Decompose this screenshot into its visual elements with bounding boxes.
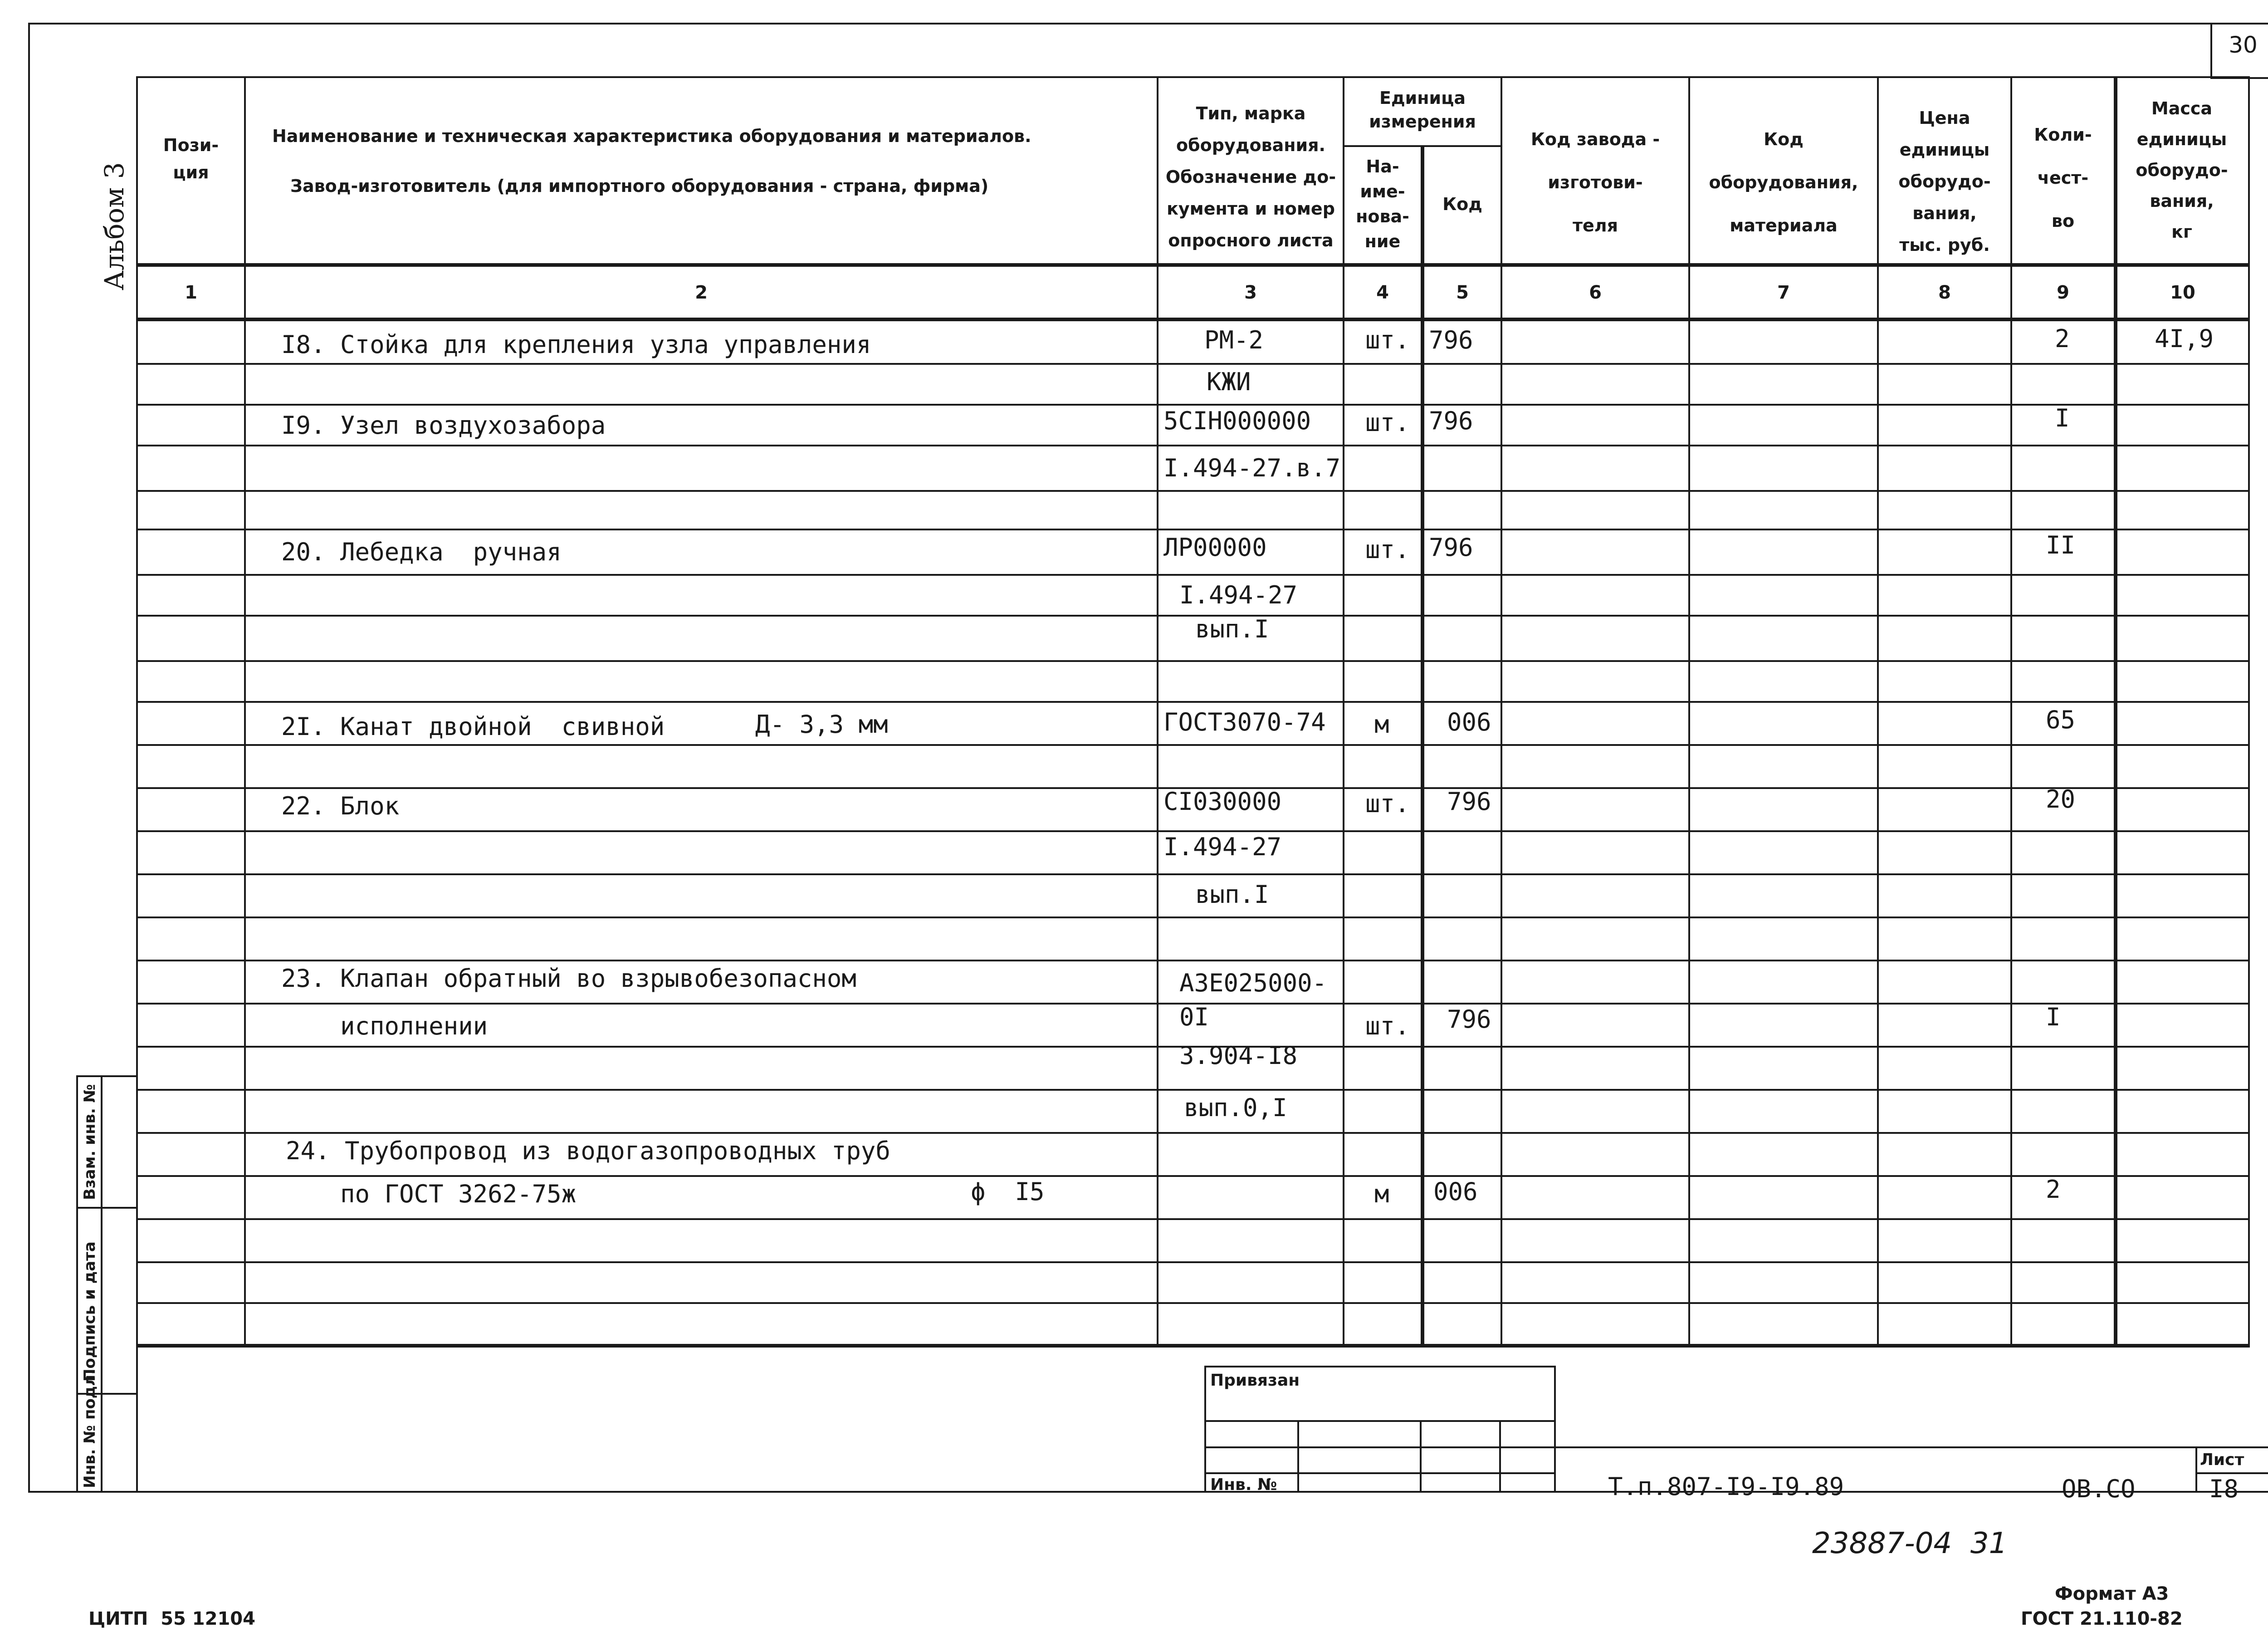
row-type: РМ-2 — [1204, 326, 1264, 354]
row-line — [136, 1132, 2250, 1134]
header-unit-group: Единица измерения — [1369, 88, 1476, 132]
row-unit: шт. — [1365, 535, 1410, 564]
colnum-6: 6 — [1589, 282, 1602, 303]
frame-left — [28, 23, 30, 1493]
row-name: I8. Стойка для крепления узла управления — [281, 330, 871, 359]
format-label: Формат А3 — [2055, 1583, 2169, 1604]
row-type: вып.I — [1195, 615, 1269, 643]
colnum-4: 4 — [1376, 282, 1389, 303]
row-type: I.494-27.в.7 — [1163, 454, 1341, 482]
row-qty: I — [2046, 1003, 2061, 1031]
colnum-8: 8 — [1938, 282, 1951, 303]
side-strip-top — [76, 1075, 138, 1077]
sheet-number: I8 — [2209, 1475, 2239, 1503]
row-line — [136, 744, 2250, 746]
row-code: 796 — [1429, 326, 1473, 354]
table-top — [136, 76, 2250, 78]
row-name: по ГОСТ 3262-75ж — [340, 1180, 577, 1208]
row-qty: 65 — [2046, 706, 2076, 734]
colnum-9: 9 — [2057, 282, 2069, 303]
album-label: Альбом 3 — [99, 162, 130, 290]
col-line-0 — [136, 76, 138, 1347]
row-line — [136, 445, 2250, 446]
row-line — [136, 404, 2250, 406]
header-col4: На- име- нова- ние — [1356, 157, 1409, 251]
footer-left: ЦИТП 55 12104 — [88, 1608, 255, 1629]
frame-top — [28, 23, 2268, 25]
col-line-9 — [2114, 76, 2117, 1347]
bottom-area-left — [136, 1344, 138, 1493]
row-unit: м — [1374, 710, 1389, 739]
row-unit: м — [1374, 1180, 1389, 1208]
footer-right: ГОСТ 21.110-82 — [2021, 1608, 2183, 1629]
row-qty: 20 — [2046, 785, 2076, 814]
frame-bottom — [28, 1491, 2268, 1493]
colnum-1: 1 — [185, 282, 197, 303]
row-type: 0I — [1179, 1003, 1209, 1031]
row-name: 23. Клапан обратный во взрывобезопасном — [281, 964, 856, 993]
col-line-3 — [1343, 76, 1344, 1347]
privyazan-row1 — [1204, 1420, 1556, 1422]
page-number: 30 — [2229, 32, 2258, 58]
header-col7: Код оборудования, материала — [1709, 129, 1858, 235]
row-type: вып.0,I — [1184, 1093, 1287, 1122]
row-line — [136, 830, 2250, 832]
row-name: исполнении — [340, 1012, 488, 1040]
privyazan-row2 — [1204, 1446, 1556, 1448]
sheet-box-div — [2195, 1472, 2268, 1474]
row-type: 5СIН000000 — [1163, 407, 1311, 435]
col-line-5 — [1501, 76, 1502, 1347]
header-col2: Наименование и техническая характеристика оборудования и материалов. Завод-изготовитель (для импортного оборудования - страна, фирма) — [272, 126, 1031, 196]
privyazan-col1 — [1297, 1420, 1299, 1493]
row-code: 006 — [1433, 1177, 1478, 1206]
row-line — [136, 916, 2250, 918]
row-qty: 2 — [2046, 1175, 2061, 1204]
row-qty: I — [2055, 404, 2070, 432]
row-type: 3.904-I8 — [1179, 1041, 1298, 1070]
colnum-3: 3 — [1244, 282, 1257, 303]
side-strip-div1 — [76, 1207, 138, 1209]
colnum-bottom — [136, 318, 2250, 321]
row-type: СI030000 — [1163, 787, 1282, 816]
side-label-podpis: Подпись и дата — [81, 1241, 99, 1382]
row-name-extra: Д- 3,3 мм — [755, 710, 888, 739]
row-unit: шт. — [1365, 326, 1410, 354]
header-bottom — [136, 263, 2250, 267]
row-name: 22. Блок — [281, 792, 400, 820]
header-col6: Код завода - изготови- теля — [1530, 129, 1660, 235]
row-unit: шт. — [1365, 789, 1410, 818]
header-col3: Тип, марка оборудования. Обозначение до- кумента и номер опросного листа — [1165, 103, 1336, 250]
page-number-box-left — [2210, 23, 2212, 79]
row-code: 796 — [1429, 533, 1473, 562]
doc-section: ОВ.СО — [2062, 1475, 2136, 1503]
colnum-7: 7 — [1777, 282, 1790, 303]
row-line — [136, 1261, 2250, 1263]
row-name: I9. Узел воздухозабора — [281, 411, 606, 440]
row-qty: 2 — [2055, 324, 2070, 353]
sheet-label: Лист — [2200, 1451, 2244, 1469]
handwritten-number: 23887-04 31 — [1812, 1527, 2008, 1560]
row-mass: 4I,9 — [2155, 324, 2214, 353]
doc-code: Т.п.807-I9-I9.89 — [1608, 1472, 1844, 1501]
row-name: 20. Лебедка ручная — [281, 538, 562, 566]
row-name: 2I. Канат двойной свивной — [281, 712, 665, 741]
sheet-box-left — [2195, 1446, 2197, 1493]
row-type: ГОСТ3070-74 — [1163, 708, 1326, 736]
row-name-extra: ϕ I5 — [971, 1177, 1045, 1206]
row-line — [136, 960, 2250, 961]
privyazan-row3 — [1204, 1472, 1556, 1474]
row-line — [136, 873, 2250, 875]
row-code: 796 — [1447, 787, 1491, 816]
row-code: 796 — [1429, 407, 1473, 435]
row-line — [136, 701, 2250, 703]
privyazan-col2 — [1420, 1420, 1422, 1493]
row-code: 006 — [1447, 708, 1491, 736]
colnum-2: 2 — [695, 282, 708, 303]
row-unit: шт. — [1365, 1012, 1410, 1040]
colnum-10: 10 — [2170, 282, 2195, 303]
unit-group-divider — [1343, 145, 1501, 147]
row-unit: шт. — [1365, 408, 1410, 437]
colnum-5: 5 — [1456, 282, 1469, 303]
privyazan-col3 — [1499, 1420, 1501, 1493]
col-line-1 — [244, 76, 246, 1347]
col-line-6 — [1688, 76, 1690, 1347]
row-line — [136, 615, 2250, 617]
side-strip-right — [101, 1075, 103, 1493]
row-type: I.494-27 — [1179, 581, 1298, 609]
row-line — [136, 660, 2250, 662]
table-bottom — [136, 1344, 2250, 1348]
header-col9: Коли- чест- во — [2034, 125, 2092, 231]
side-label-vzam: Взам. инв. № — [81, 1084, 99, 1200]
title-block-top — [1554, 1446, 2268, 1448]
header-col10: Масса единицы оборудо- вания, кг — [2136, 98, 2228, 242]
col-line-4 — [1421, 145, 1424, 1347]
header-col5: Код — [1442, 194, 1482, 214]
header-col1: Пози- ция — [163, 135, 219, 182]
side-strip-left — [76, 1075, 78, 1493]
col-line-7 — [1877, 76, 1879, 1347]
row-line — [136, 529, 2250, 530]
row-type: вып.I — [1195, 880, 1269, 909]
row-qty: II — [2046, 531, 2076, 559]
row-line — [136, 363, 2250, 365]
row-type: I.494-27 — [1163, 833, 1282, 861]
row-type: АЗЕ025000- — [1179, 969, 1327, 997]
row-line — [136, 574, 2250, 576]
col-line-10 — [2248, 76, 2250, 1347]
row-line — [136, 1089, 2250, 1091]
header-col8: Цена единицы оборудо- вания, тыс. руб. — [1898, 108, 1991, 255]
row-line — [136, 1175, 2250, 1177]
privyazan-box-top — [1204, 1366, 1556, 1367]
col-line-8 — [2010, 76, 2012, 1347]
row-code: 796 — [1447, 1005, 1491, 1034]
side-label-inv: Инв. № подл. — [81, 1368, 99, 1488]
col-line-2 — [1157, 76, 1158, 1347]
row-line — [136, 1302, 2250, 1304]
row-line — [136, 1218, 2250, 1220]
row-line — [136, 490, 2250, 492]
row-type: ЛР00000 — [1163, 533, 1267, 562]
privyazan-label: Привязан — [1210, 1371, 1300, 1390]
row-name: 24. Трубопровод из водогазопроводных труб — [286, 1137, 890, 1165]
row-type: КЖИ — [1207, 368, 1251, 396]
inv-no-label: Инв. № — [1210, 1475, 1277, 1494]
